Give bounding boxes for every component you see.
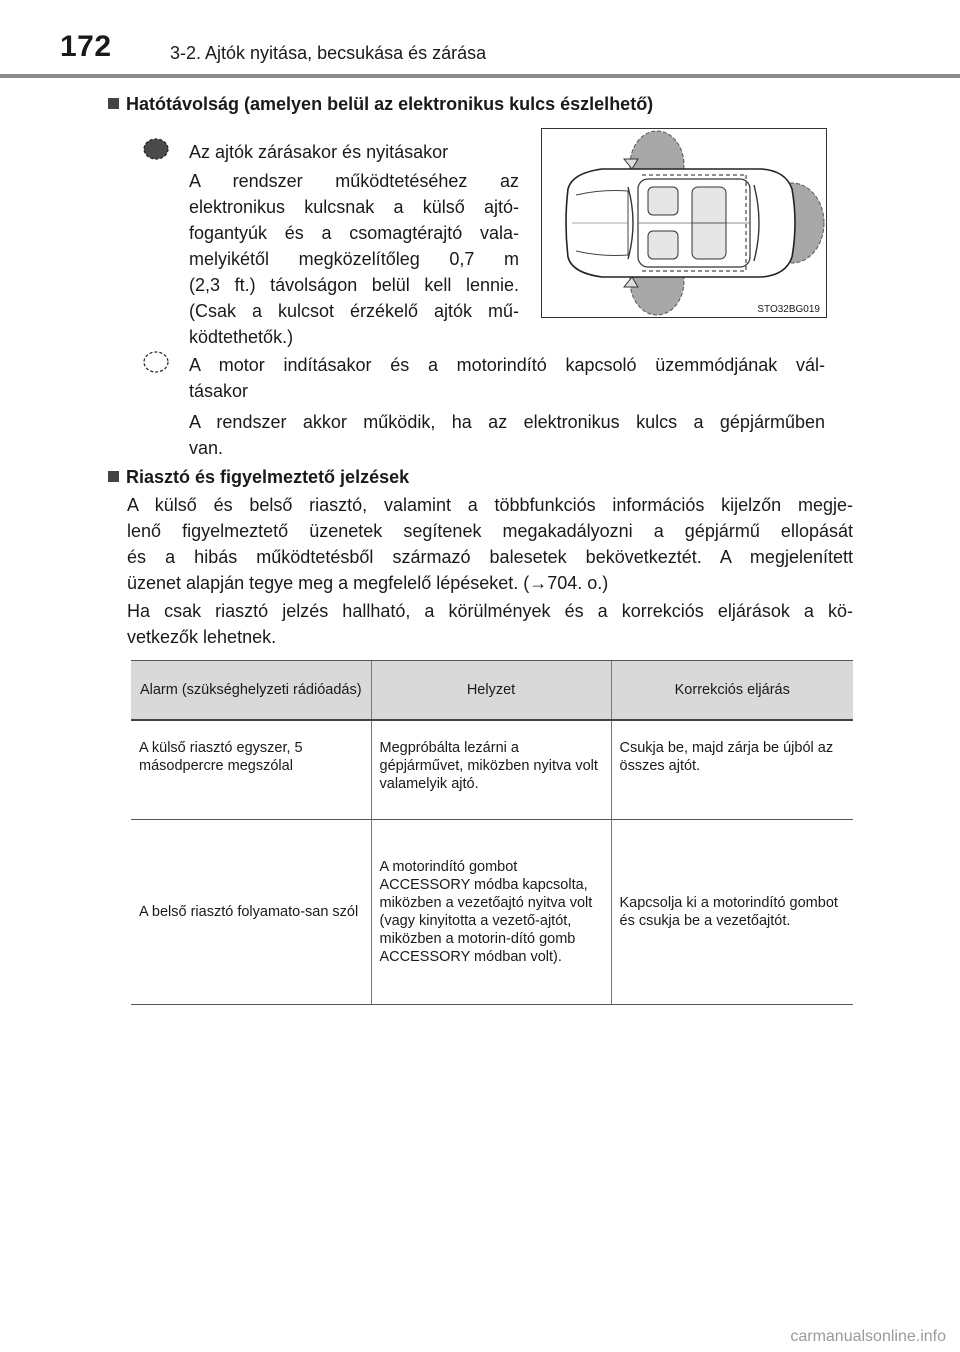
page-number: 172 xyxy=(60,30,112,63)
table-cell: A motorindító gombot ACCESSORY módba kapcsolta, miközben a vezetőajtó nyitva volt (vagy kinyitotta a vezető-ajtót, miközben a motorin-dító gomb ACCESSORY módban volt). xyxy=(371,820,611,1005)
item1-line: A rendszer működtetéséhez az xyxy=(189,171,519,191)
table-cell: Kapcsolja ki a motorindító gombot és csukja be a vezetőajtót. xyxy=(611,820,853,1005)
table-cell: A belső riasztó folyamato-san szól xyxy=(131,820,371,1005)
alarm-paragraph-2 xyxy=(127,598,853,650)
paragraph-line: lenő figyelmeztető üzenetek segítenek megakadályozni a gépjármű ellopását xyxy=(127,521,853,541)
item1-line: elektronikus kulcsnak a külső ajtó- xyxy=(189,197,519,217)
square-bullet-icon xyxy=(108,471,119,482)
watermark: carmanualsonline.info xyxy=(790,1328,946,1345)
chapter-title: 3-2. Ajtók nyitása, becsukása és zárása xyxy=(170,43,487,63)
table-header-row xyxy=(131,661,853,721)
paragraph-line: vetkezők lehetnek. xyxy=(127,627,277,647)
table-row xyxy=(131,820,853,1005)
paragraph-line: A külső és belső riasztó, valamint a többfunkciós információs kijelzőn megje- xyxy=(127,495,853,515)
table-row xyxy=(131,720,853,820)
dashed-circle-icon xyxy=(142,137,170,161)
detection-range-figure xyxy=(541,128,827,318)
item1-title: Az ajtók zárásakor és nyitásakor xyxy=(189,142,449,162)
table-header-cell: Korrekciós eljárás xyxy=(611,661,853,721)
dashed-circle-icon xyxy=(142,350,170,374)
alarm-table xyxy=(131,660,853,1005)
item1-line: ködtethetők.) xyxy=(189,327,294,347)
table-header-cell: Alarm (szükséghelyzeti rádióadás) xyxy=(131,661,371,721)
item1-line: melyikétől megközelítőleg 0,7 m xyxy=(189,249,519,269)
item1-line: fogantyúk és a csomagtérajtó vala- xyxy=(189,223,519,243)
table-cell: Csukja be, majd zárja be újból az összes ajtót. xyxy=(611,720,853,820)
paragraph-line: és a hibás működtetésből származó balesetek bekövetkeztét. A megjelenített xyxy=(127,547,853,567)
item2-body-line: van. xyxy=(189,438,224,458)
item1-line: (Csak a kulcsot érzékelő ajtók mű- xyxy=(189,301,519,321)
paragraph-line: üzenet alapján tegye meg a megfelelő lépéseket. (→704. o.) xyxy=(127,573,609,593)
item2-title-line: tásakor xyxy=(189,381,249,401)
header-rule xyxy=(0,74,960,78)
item1-body xyxy=(189,168,519,350)
car-top-view-illustration xyxy=(542,129,826,317)
item2-title-line: A motor indításakor és a motorindító kapcsoló üzemmódjának vál- xyxy=(189,355,825,375)
page-header xyxy=(0,0,960,80)
item2-title xyxy=(189,352,825,404)
figure-code: STO32BG019 xyxy=(757,304,820,315)
section-heading-alarms xyxy=(108,467,409,488)
table-header-cell: Helyzet xyxy=(371,661,611,721)
square-bullet-icon xyxy=(108,98,119,109)
section-heading-text: Riasztó és figyelmeztető jelzések xyxy=(126,467,410,487)
table-cell: Megpróbálta lezárni a gépjárművet, miközben nyitva volt valamelyik ajtó. xyxy=(371,720,611,820)
alarm-paragraph-1 xyxy=(127,492,853,596)
table-cell: A külső riasztó egyszer, 5 másodpercre megszólal xyxy=(131,720,371,820)
item2-body xyxy=(189,409,825,461)
paragraph-line: Ha csak riasztó jelzés hallható, a körülmények és a korrekciós eljárások a kö- xyxy=(127,601,853,621)
section-heading-text: Hatótávolság (amelyen belül az elektronikus kulcs észlelhető) xyxy=(126,94,654,114)
item1-line: (2,3 ft.) távolságon belül kell lennie. xyxy=(189,275,519,295)
item2-body-line: A rendszer akkor működik, ha az elektronikus kulcs a gépjárműben xyxy=(189,412,825,432)
section-heading-range xyxy=(108,94,653,115)
